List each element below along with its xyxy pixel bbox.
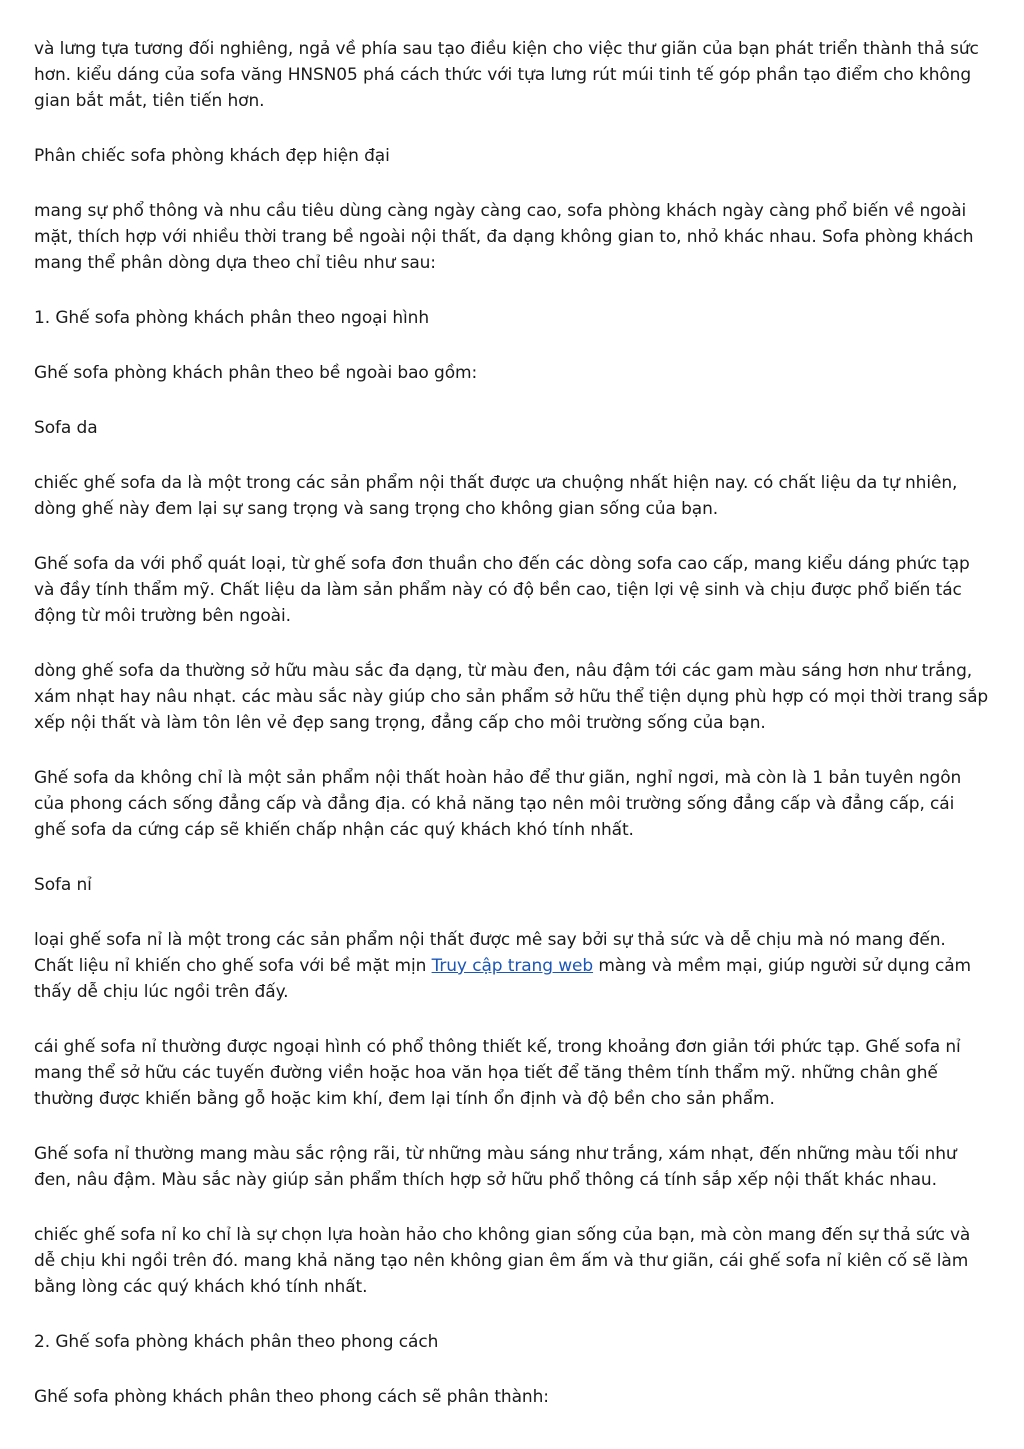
heading-sofa-classification: Phân chiếc sofa phòng khách đẹp hiện đại	[34, 146, 390, 166]
paragraph-sofa-da-3: dòng ghế sofa da thường sở hữu màu sắc đa dạng, từ màu đen, nâu đậm tới các gam màu sáng hơn như trắng, xám nhạt hay nâu nhạt. các màu sắc này giúp cho sản phẩm sở hữu thể tiện dụng phù hợp có mọi thời trang sắp xếp nội thất và làm tôn lên vẻ đẹp sang trọng, đẳng cấp cho môi trường sống của bạn.	[34, 661, 989, 733]
visit-website-link[interactable]: Truy cập trang web	[431, 956, 594, 976]
paragraph-sofa-ni-1	[34, 927, 990, 1005]
paragraph-sofa-da-1: chiếc ghế sofa da là một trong các sản phẩm nội thất được ưa chuộng nhất hiện nay. có chất liệu da tự nhiên, dòng ghế này đem lại sự sang trọng và sang trọng cho không gian sống của bạn.	[34, 473, 958, 519]
heading-sofa-ni: Sofa nỉ	[34, 875, 92, 895]
paragraph-sofa-ni-4: chiếc ghế sofa nỉ ko chỉ là sự chọn lựa hoàn hảo cho không gian sống của bạn, mà còn mang đến sự thả sức và dễ chịu khi ngồi trên đó. mang khả năng tạo nên không gian êm ấm và thư giãn, cái ghế sofa nỉ kiên cố sẽ làm bằng lòng các quý khách khó tính nhất.	[34, 1225, 971, 1297]
paragraph-sofa-ni-2: cái ghế sofa nỉ thường được ngoại hình có phổ thông thiết kế, trong khoảng đơn giản tới phức tạp. Ghế sofa nỉ mang thể sở hữu các tuyến đường viền hoặc hoa văn họa tiết để tăng thêm tính thẩm mỹ. những chân ghế thường được khiến bằng gỗ hoặc kim khí, đem lại tính ổn định và độ bền cho sản phẩm.	[34, 1037, 961, 1109]
heading-by-style: 2. Ghế sofa phòng khách phân theo phong cách	[34, 1332, 439, 1352]
paragraph-intro: và lưng tựa tương đối nghiêng, ngả về phía sau tạo điều kiện cho việc thư giãn của bạn phát triển thành thả sức hơn. kiểu dáng của sofa văng HNSN05 phá cách thức với tựa lưng rút múi tinh tế góp phần tạo điểm cho không gian bắt mắt, tiên tiến hơn.	[34, 39, 979, 111]
paragraph-style-intro: Ghế sofa phòng khách phân theo phong cách sẽ phân thành:	[34, 1387, 549, 1407]
heading-by-appearance: 1. Ghế sofa phòng khách phân theo ngoại hình	[34, 308, 430, 328]
heading-sofa-da: Sofa da	[34, 418, 98, 438]
paragraph-sofa-ni-1-before: loại ghế sofa nỉ là một trong các sản phẩm nội thất được mê say bởi sự thả sức và dễ chịu mà nó mang đến. Chất liệu nỉ khiến cho ghế sofa với bề mặt mịn	[34, 930, 946, 976]
paragraph-sofa-ni-1-after: màng và mềm mại, giúp người sử dụng cảm thấy dễ chịu lúc ngồi trên đấy.	[34, 956, 972, 1002]
paragraph-sofa-ni-3: Ghế sofa nỉ thường mang màu sắc rộng rãi, từ những màu sáng như trắng, xám nhạt, đến những màu tối như đen, nâu đậm. Màu sắc này giúp sản phẩm thích hợp sở hữu phổ thông cá tính sắp xếp nội thất khác nhau.	[34, 1144, 957, 1190]
paragraph-sofa-da-4: Ghế sofa da không chỉ là một sản phẩm nội thất hoàn hảo để thư giãn, nghỉ ngơi, mà còn là 1 bản tuyên ngôn của phong cách sống đẳng cấp và đẳng địa. có khả năng tạo nên môi trường sống đẳng cấp và đẳng cấp, cái ghế sofa da cứng cáp sẽ khiến chấp nhận các quý khách khó tính nhất.	[34, 768, 962, 840]
paragraph-sofa-da-2: Ghế sofa da với phổ quát loại, từ ghế sofa đơn thuần cho đến các dòng sofa cao cấp, mang kiểu dáng phức tạp và đầy tính thẩm mỹ. Chất liệu da làm sản phẩm này có độ bền cao, tiện lợi vệ sinh và chịu được phổ biến tác động từ môi trường bên ngoài.	[34, 554, 970, 626]
paragraph-overview: mang sự phổ thông và nhu cầu tiêu dùng càng ngày càng cao, sofa phòng khách ngày càng phổ biến về ngoài mặt, thích hợp với nhiều thời trang bề ngoài nội thất, đa dạng không gian to, nhỏ khác nhau. Sofa phòng khách mang thể phân dòng dựa theo chỉ tiêu như sau:	[34, 201, 974, 273]
paragraph-appearance-intro: Ghế sofa phòng khách phân theo bề ngoài bao gồm:	[34, 363, 478, 383]
